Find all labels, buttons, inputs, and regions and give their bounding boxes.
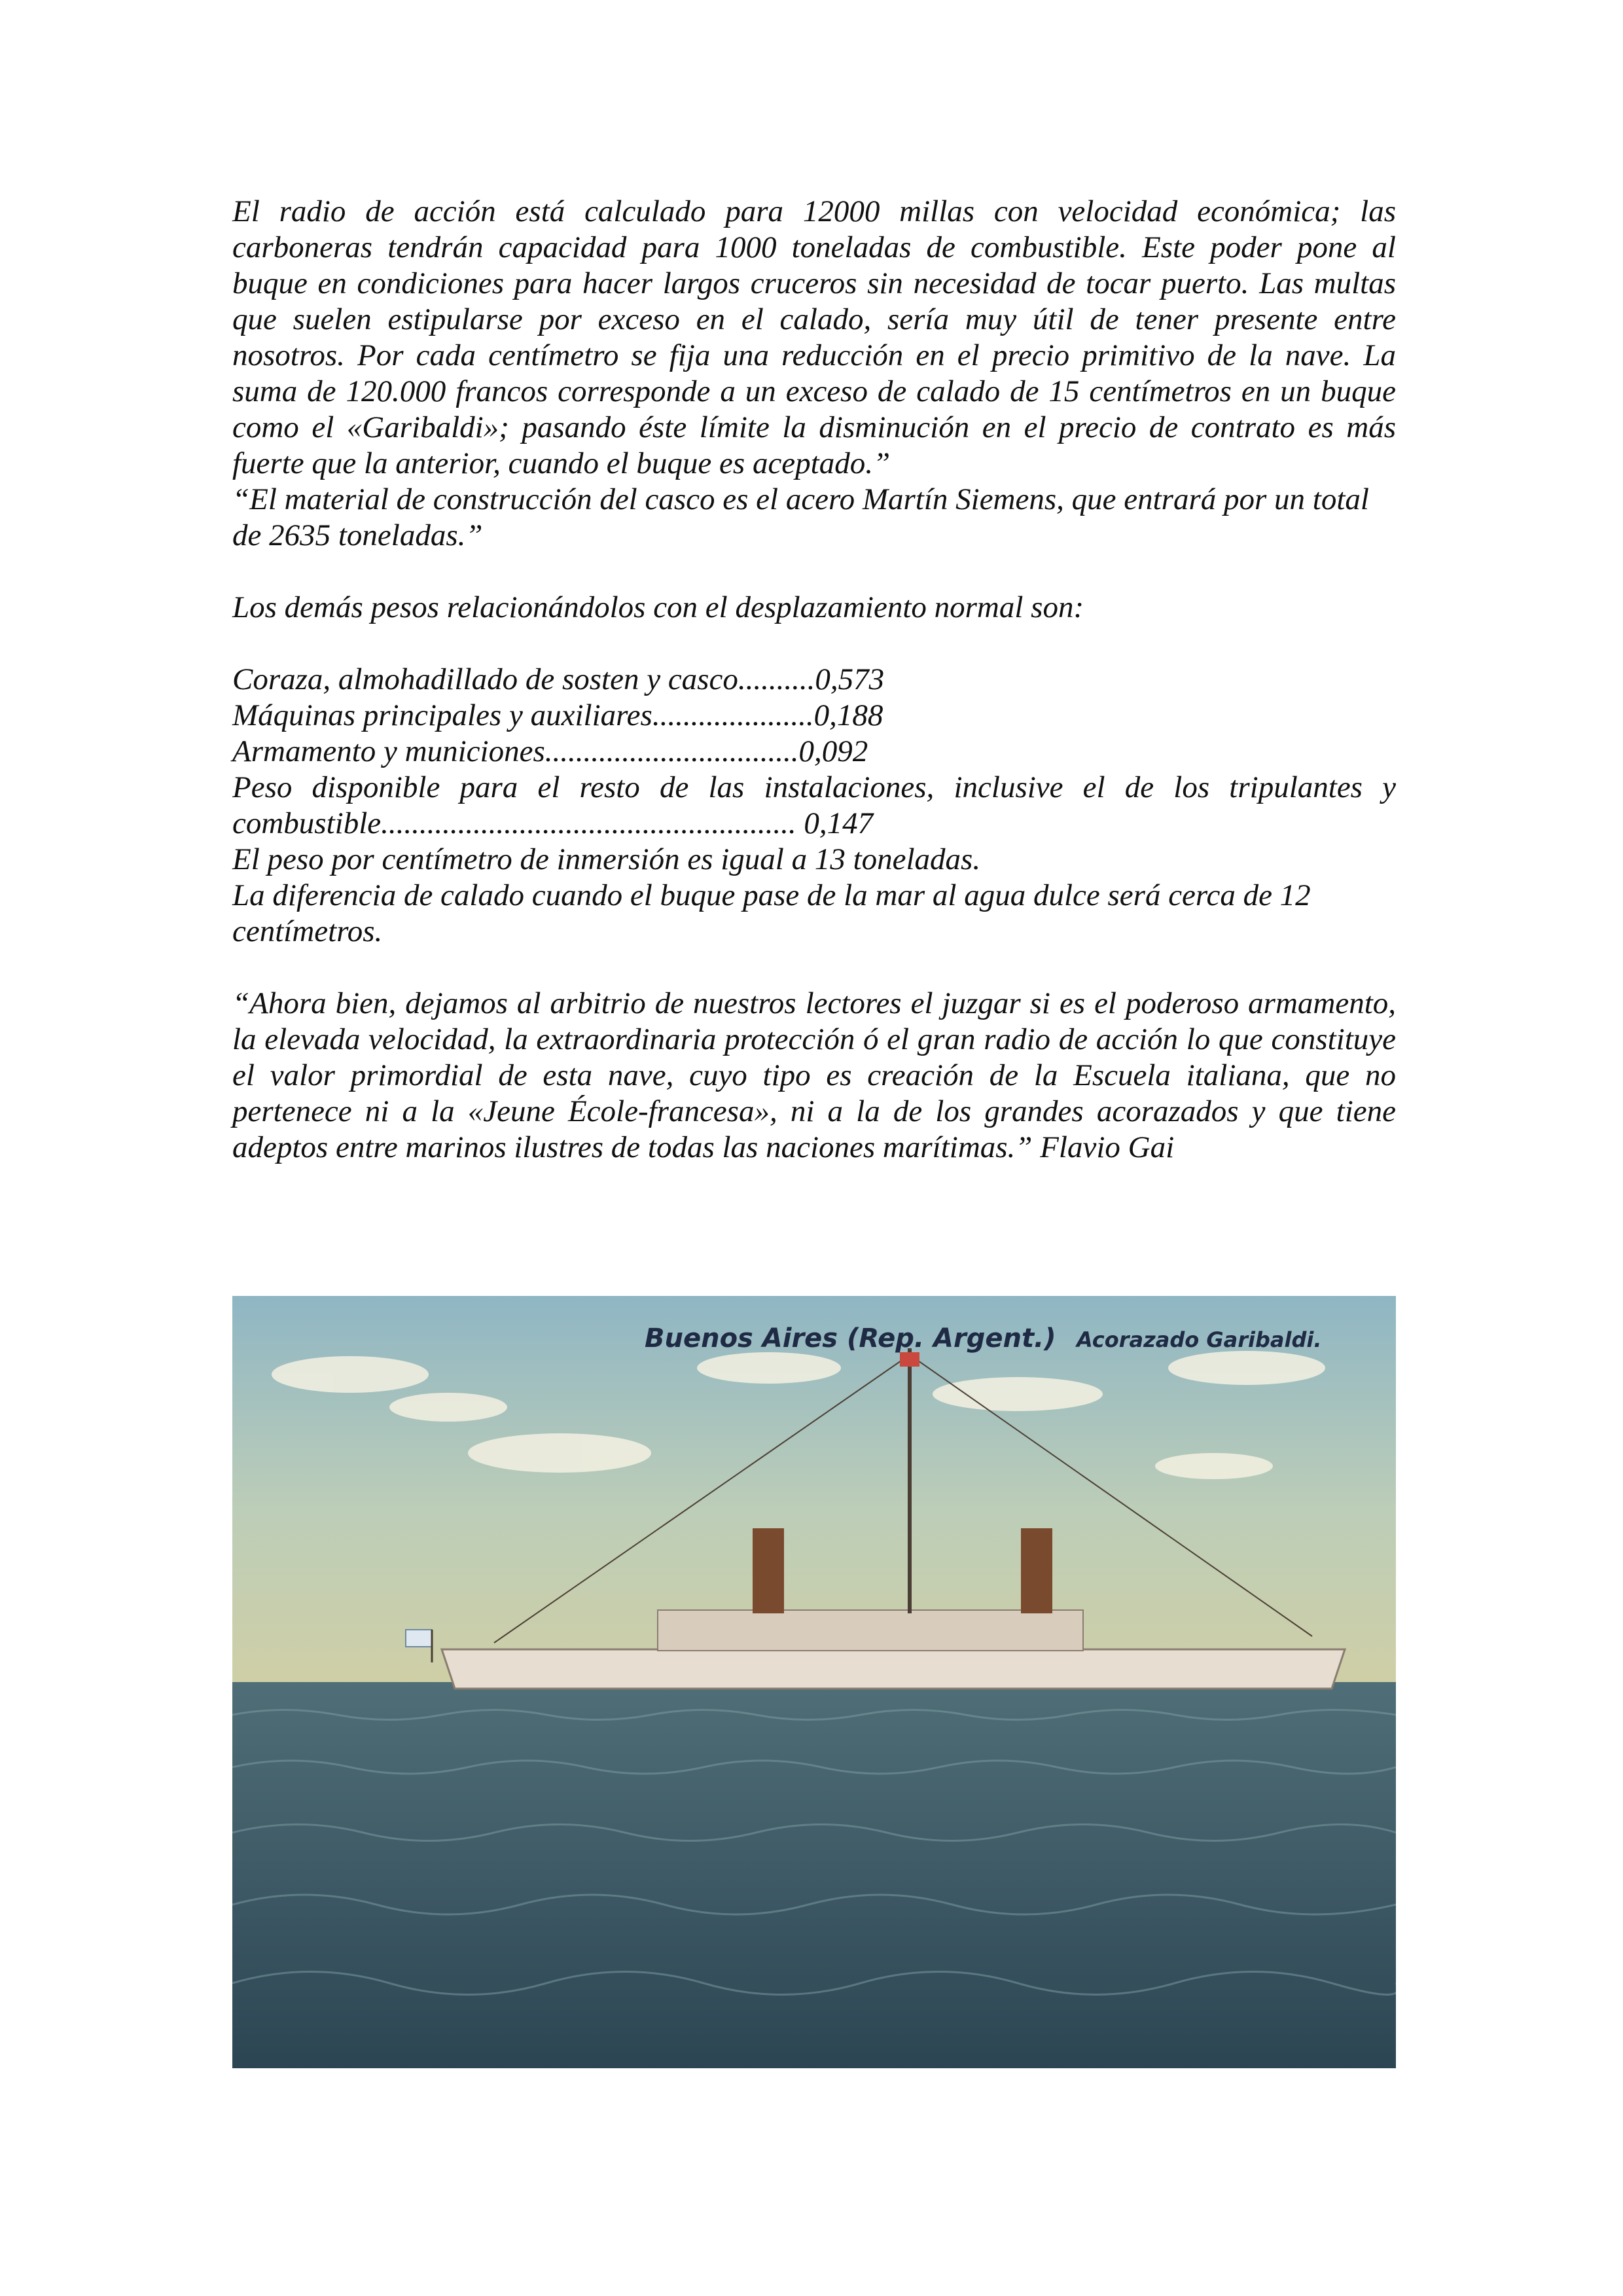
caption-ship: Acorazado Garibaldi. [1077,1327,1322,1352]
paragraph-range-of-action: El radio de acción está calculado para 12000 millas con velocidad económica; las carboneras tendrán capacidad para 1000 toneladas de combustible. Este poder pone al buque en condiciones para hacer largos cruceros sin necesidad de tocar puerto. Las multas que suelen estipularse por exceso en el calado, sería muy útil de tener presente entre nosotros. Por cada centímetro se fija una reducción en el precio primitivo de la nave. La suma de 120.000 francos corresponde a un exceso de calado de 15 centímetros en un buque como el «Garibaldi»; pasando éste límite la disminución en el precio de contrato es más fuerte que la anterior, cuando el buque es aceptado.” [232,194,1396,480]
postcard-caption [645,1323,1321,1354]
caption-place: Buenos Aires (Rep. Argent.) [645,1323,1056,1354]
paragraph-hull-material: “El material de construcción del casco es el acero Martín Siemens, que entrará por un total de 2635 toneladas.” [232,482,1369,552]
weight-item-machinery: Máquinas principales y auxiliares.....................0,188 [232,698,883,732]
weight-item-armament: Armamento y municiones.................................0,092 [232,734,868,768]
draft-difference-line: La diferencia de calado cuando el buque pase de la mar al agua dulce será cerca de 12 centímetros. [232,878,1311,948]
weight-item-available: Peso disponible para el resto de las instalaciones, inclusive el de los tripulantes y combustible...................................................... 0,147 [232,770,1396,840]
document-body [232,194,1396,1166]
paragraph-closing-quote: “Ahora bien, dejamos al arbitrio de nuestros lectores el juzgar si es el poderoso armamento, la elevada velocidad, la extraordinaria protección ó el gran radio de acción lo que constituye el valor primordial de esta nave, cuyo tipo es creación de la Escuela italiana, que no pertenece ni a la «Jeune École-francesa», ni a la de los grandes acorazados y que tiene adeptos entre marinos ilustres de todas las naciones marítimas.” Flavio Gai [232,986,1396,1164]
garibaldi-postcard-image [232,1296,1396,2068]
weight-item-armor: Coraza, almohadillado de sosten y casco..........0,573 [232,662,885,696]
immersion-line: El peso por centímetro de inmersión es igual a 13 toneladas. [232,842,981,876]
paragraph-weights-intro: Los demás pesos relacionándolos con el desplazamiento normal son: [232,590,1084,624]
sea [232,1682,1396,2068]
